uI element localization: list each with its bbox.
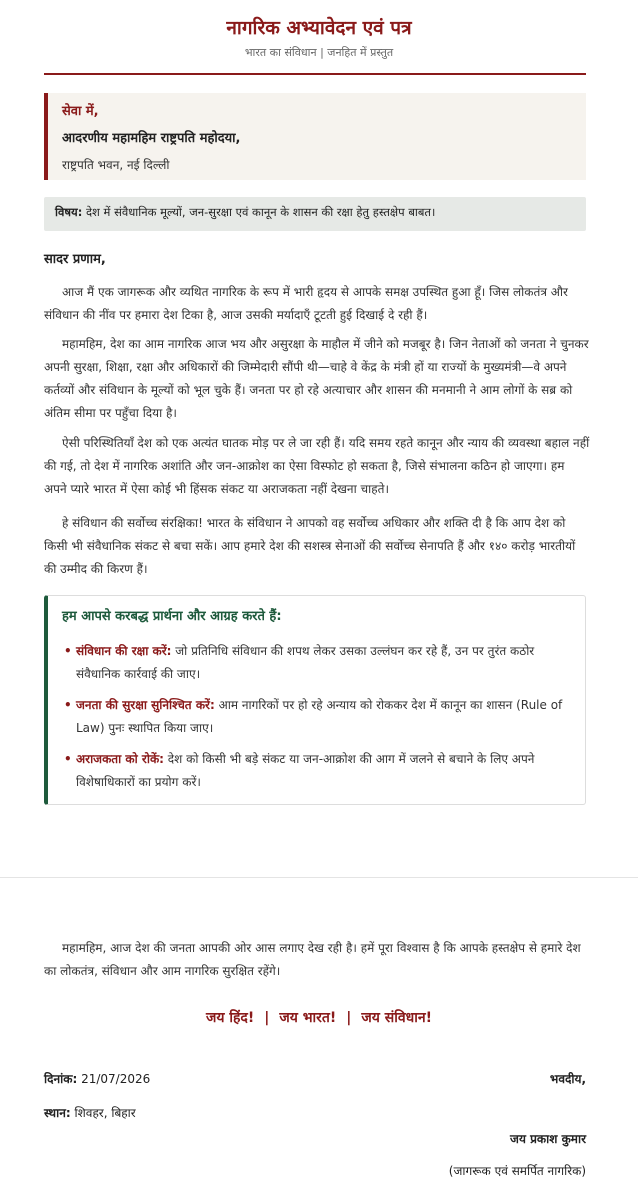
body-paragraph-1: आज मैं एक जागरूक और व्यथित नागरिक के रूप में भारी हृदय से आपके समक्ष उपस्थित हुआ हूँ। जिस लोकतंत्र और संविधान की नींव पर हमारा देश टिका है, आज उसकी मर्यादाएँ टूटती हुई दिखाई दे रही हैं।	[44, 285, 568, 322]
prayer-heading: हम आपसे करबद्ध प्रार्थना और आग्रह करते हैं:	[62, 609, 282, 624]
demand-key: जनता की सुरक्षा सुनिश्चित करें:	[76, 698, 215, 712]
demand-text: देश को किसी भी बड़े संकट या जन-आक्रोश की आग में जलने से बचाने के लिए अपने विशेषाधिकारों का प्रयोग करें।	[76, 752, 535, 789]
body-paragraph-3: ऐसी परिस्थितियाँ देश को एक अत्यंत घातक मोड़ पर ले जा रही हैं। यदि समय रहते कानून और न्याय की व्यवस्था बहाल नहीं की गई, तो देश में नागरिक अशांति और जन-आक्रोश का ऐसा विस्फोट हो सकता है, जिसे संभालना कठिन हो जाएगा। हम अपने प्यारे भारत में ऐसा कोई भी हिंसक संकट या अराजकता नहीं देखना चाहते।	[44, 436, 590, 496]
signatory-name: जय प्रकाश कुमार	[510, 1132, 586, 1146]
closing-paragraph: महामहिम, आज देश की जनता आपकी ओर आस लगाए देख रही है। हमें पूरा विश्वास है कि आपके हस्तक्षेप से हमारे देश का लोकतंत्र, संविधान और आम नागरिक सुरक्षित रहेंगे।	[44, 941, 581, 978]
yours-faithfully: भवदीय,	[549, 1072, 586, 1086]
demand-text: आम नागरिकों पर हो रहे अन्याय को रोककर देश में कानून का शासन (Rule of Law) पुनः स्थापित किया जाए।	[76, 698, 563, 735]
slogan-jai-samvidhan: जय संविधान!	[361, 1010, 433, 1026]
slogan-jai-bharat: जय भारत!	[279, 1010, 337, 1026]
demand-key: अराजकता को रोकें:	[76, 752, 164, 766]
address-recipient: आदरणीय महामहिम राष्ट्रपति महोदया,	[62, 131, 241, 146]
date-label: दिनांक:	[44, 1072, 78, 1086]
header-divider	[44, 73, 586, 75]
date-value: 21/07/2026	[81, 1072, 151, 1086]
body-paragraph-2: महामहिम, देश का आम नागरिक आज भय और असुरक्षा के माहौल में जीने को मजबूर है। जिन नेताओं को जनता ने चुनकर अपनी सुरक्षा, शिक्षा, रक्षा और अधिकारों की जिम्मेदारी सौंपी थी—चाहे वे केंद्र के मंत्री हों या राज्यों के मुख्यमंत्री—वे अपने कर्तव्यों और संविधान के मूल्यों को भूल चुके हैं। जनता पर हो रहे अत्याचार और शासन की मनमानी ने आम लोगों के सब्र को अंतिम सीमा पर पहुँचा दिया है।	[44, 337, 589, 420]
prayer-box	[44, 595, 586, 805]
place-value: शिवहर, बिहार	[74, 1106, 136, 1120]
letter-subtitle: भारत का संविधान | जनहित में प्रस्तुत	[244, 46, 394, 59]
subject-line	[44, 197, 586, 231]
subject-label: विषय:	[55, 205, 83, 219]
greeting: सादर प्रणाम,	[44, 252, 106, 267]
demand-key: संविधान की रक्षा करें:	[76, 644, 172, 658]
subject-text: देश में संवैधानिक मूल्यों, जन-सुरक्षा एवं कानून के शासन की रक्षा हेतु हस्तक्षेप बाबत।	[85, 205, 436, 219]
place-label: स्थान:	[44, 1106, 71, 1120]
demand-text: जो प्रतिनिधि संविधान की शपथ लेकर उसका उल्लंघन कर रहे हैं, उन पर तुरंत कठोर संवैधानिक कार्रवाई की जाए।	[76, 644, 535, 681]
section-divider	[0, 877, 638, 878]
address-salutation: सेवा में,	[62, 104, 99, 119]
date-line	[44, 1070, 150, 1087]
body-paragraph-4: हे संविधान की सर्वोच्च संरक्षिका! भारत के संविधान ने आपको वह सर्वोच्च अधिकार और शक्ति दी है कि आप देश को किसी भी संवैधानिक संकट से बचा सकें। आप हमारे देश की सशस्त्र सेनाओं की सर्वोच्च सेनापति हैं और १४० करोड़ भारतीयों की उम्मीद की किरण हैं।	[44, 516, 576, 576]
letter-title: नागरिक अभ्यावेदन एवं पत्र	[226, 17, 412, 39]
bullet-icon: •	[64, 698, 72, 712]
bullet-icon: •	[64, 644, 72, 658]
address-block	[44, 93, 586, 180]
bullet-icon: •	[64, 752, 72, 766]
address-location: राष्ट्रपति भवन, नई दिल्ली	[62, 158, 170, 172]
signatory-designation: (जागरूक एवं समर्पित नागरिक)	[448, 1164, 586, 1178]
demand-item	[62, 694, 571, 740]
demand-item	[62, 748, 571, 794]
slogan-line: जय हिंद! | जय भारत! | जय संविधान!	[205, 1010, 433, 1026]
demand-item	[62, 640, 571, 686]
slogan-jai-hind: जय हिंद!	[205, 1010, 255, 1026]
place-line	[44, 1104, 136, 1121]
